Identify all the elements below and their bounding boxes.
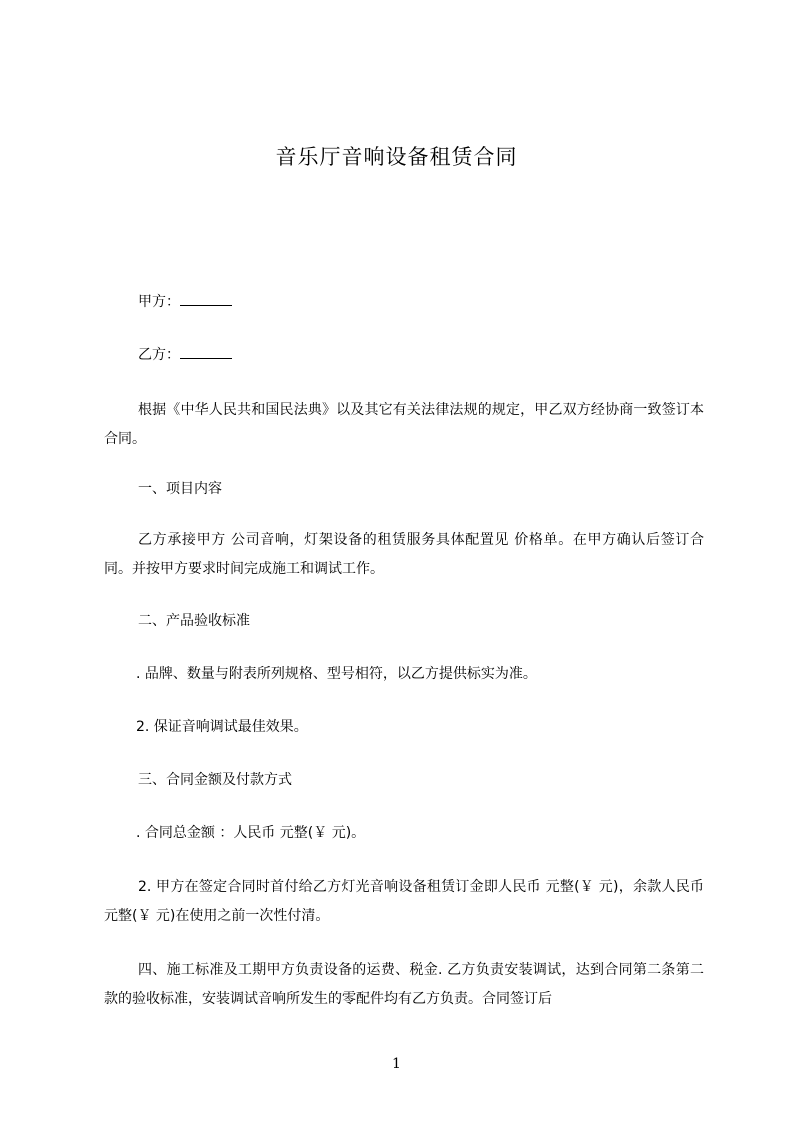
page-number: 1 [392, 1056, 401, 1072]
section2-heading: 二、产品验收标准 [138, 613, 250, 629]
section1-paragraph: 乙方承接甲方 公司音响，灯架设备的租赁服务具体配置见 价格单。在甲方确认后签订合同。并按甲方要求时间完成施工和调试工作。 [104, 532, 704, 577]
party-a-line [138, 291, 232, 313]
party-b-label: 乙方： [138, 347, 180, 363]
party-b-line [138, 344, 232, 366]
section3-item1: . 合同总金额 ：人民币 元整(￥ 元)。 [136, 825, 366, 841]
party-a-label: 甲方： [138, 294, 180, 310]
section2-item1: . 品牌、数量与附表所列规格、型号相符，以乙方提供标实为准。 [136, 666, 537, 682]
section3-heading: 三、合同金额及付款方式 [138, 772, 292, 788]
section1-heading: 一、项目内容 [138, 481, 222, 497]
party-a-blank [180, 291, 232, 306]
section3-item2: 2. 甲方在签定合同时首付给乙方灯光音响设备租赁订金即人民币 元整(￥ 元)，余款人民币 元整(￥ 元)在使用之前一次性付清。 [104, 879, 704, 924]
party-b-blank [180, 344, 232, 359]
document-title: 音乐厅音响设备租赁合同 [275, 145, 518, 169]
preamble-paragraph: 根据《中华人民共和国民法典》以及其它有关法律法规的规定，甲乙双方经协商一致签订本合同。 [104, 402, 704, 447]
section2-item2: 2. 保证音响调试最佳效果。 [136, 719, 308, 735]
section4-paragraph: 四、施工标准及工期甲方负责设备的运费、税金. 乙方负责安装调试，达到合同第二条第二款的验收标准，安装调试音响所发生的零配件均有乙方负责。合同签订后 [104, 962, 704, 1007]
